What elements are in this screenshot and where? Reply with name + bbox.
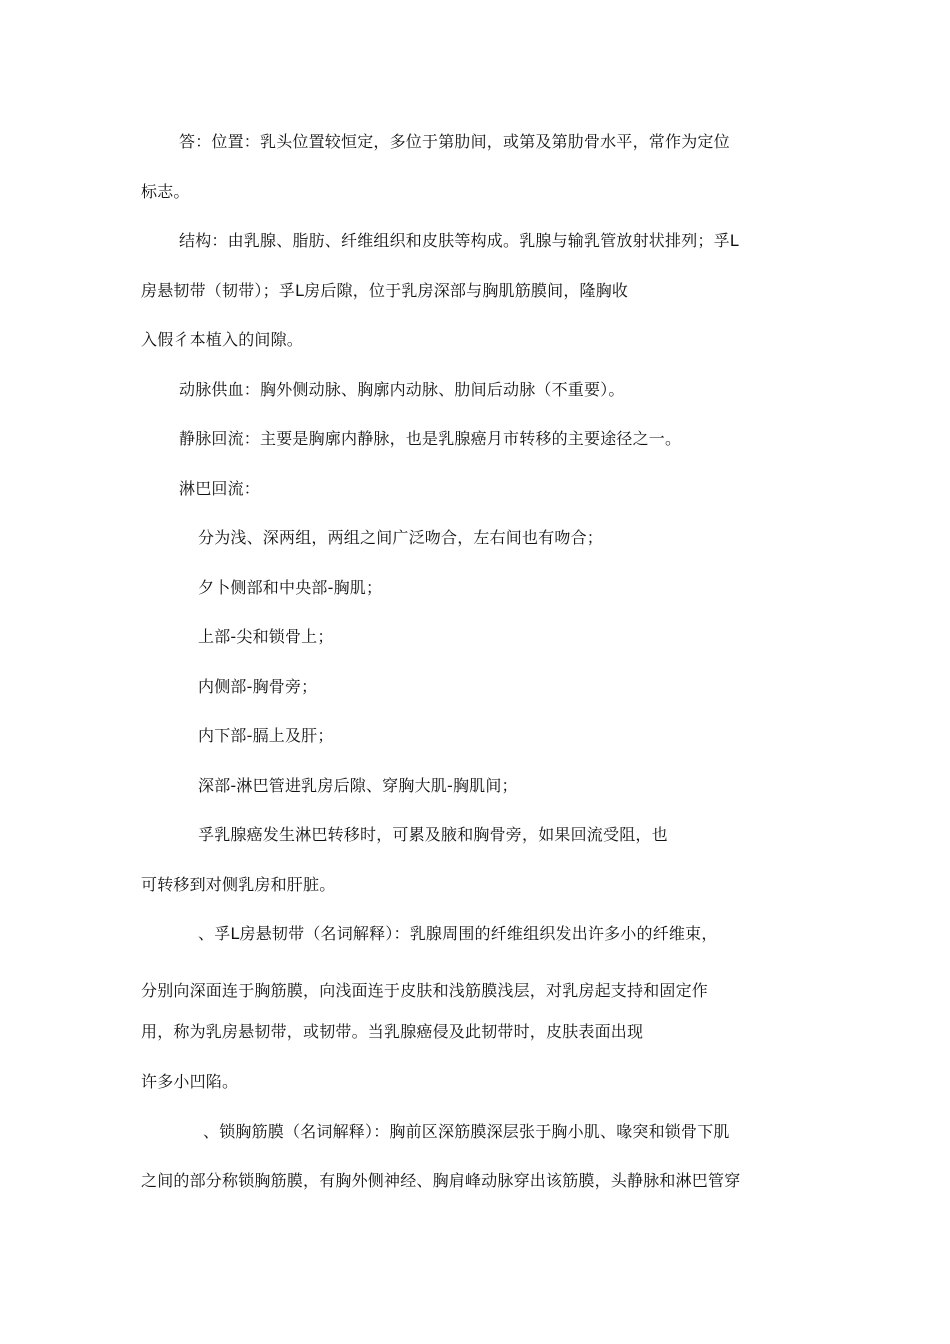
text-line: 分别向深面连于胸筋膜，向浅面连于皮肤和浅筋膜浅层，对乳房起支持和固定作 — [141, 981, 709, 1000]
text-line: 动脉供血：胸外侧动脉、胸廓内动脉、肋间后动脉（不重要）。 — [179, 380, 625, 399]
text-line: 房悬韧带（韧带）；孚L房后隙，位于乳房深部与胸肌筋膜间，隆胸收 — [141, 281, 629, 300]
text-line: 用，称为乳房悬韧带，或韧带。当乳腺癌侵及此韧带时，皮肤表面出现 — [141, 1022, 644, 1041]
text-line: 入假彳本植入的间隙。 — [141, 330, 304, 349]
text-line: 、孚L房悬韧带（名词解释）：乳腺周围的纤维组织发出许多小的纤维束， — [198, 924, 718, 943]
text-line: 答：位置：乳头位置较恒定，多位于第肋间，或第及第肋骨水平，常作为定位 — [179, 132, 730, 151]
text-line: 之间的部分称锁胸筋膜，有胸外侧神经、胸肩峰动脉穿出该筋膜，头静脉和淋巴管穿 — [141, 1171, 741, 1190]
text-line: 深部-淋巴管进乳房后隙、穿胸大肌-胸肌间； — [198, 776, 518, 795]
text-line: 、锁胸筋膜（名词解释）：胸前区深筋膜深层张于胸小肌、喙突和锁骨下肌 — [203, 1122, 730, 1141]
text-line: 分为浅、深两组，两组之间广泛吻合，左右间也有吻合； — [198, 528, 604, 547]
text-line: 静脉回流：主要是胸廓内静脉，也是乳腺癌月市转移的主要途径之一。 — [179, 429, 682, 448]
text-line: 可转移到对侧乳房和肝脏。 — [141, 875, 336, 894]
text-line: 标志。 — [141, 182, 190, 201]
text-line: 许多小凹陷。 — [141, 1072, 239, 1091]
text-line: 上部-尖和锁骨上； — [198, 627, 334, 646]
text-line: 淋巴回流： — [179, 479, 261, 498]
text-line: 孚乳腺癌发生淋巴转移时，可累及腋和胸骨旁，如果回流受阻，也 — [198, 825, 668, 844]
text-line: 夕卜侧部和中央部-胸肌； — [198, 578, 383, 597]
text-line: 内下部-膈上及肝； — [198, 726, 334, 745]
text-line: 内侧部-胸骨旁； — [198, 677, 318, 696]
text-line: 结构：由乳腺、脂肪、纤维组织和皮肤等构成。乳腺与输乳管放射状排列；孚L — [179, 231, 739, 250]
